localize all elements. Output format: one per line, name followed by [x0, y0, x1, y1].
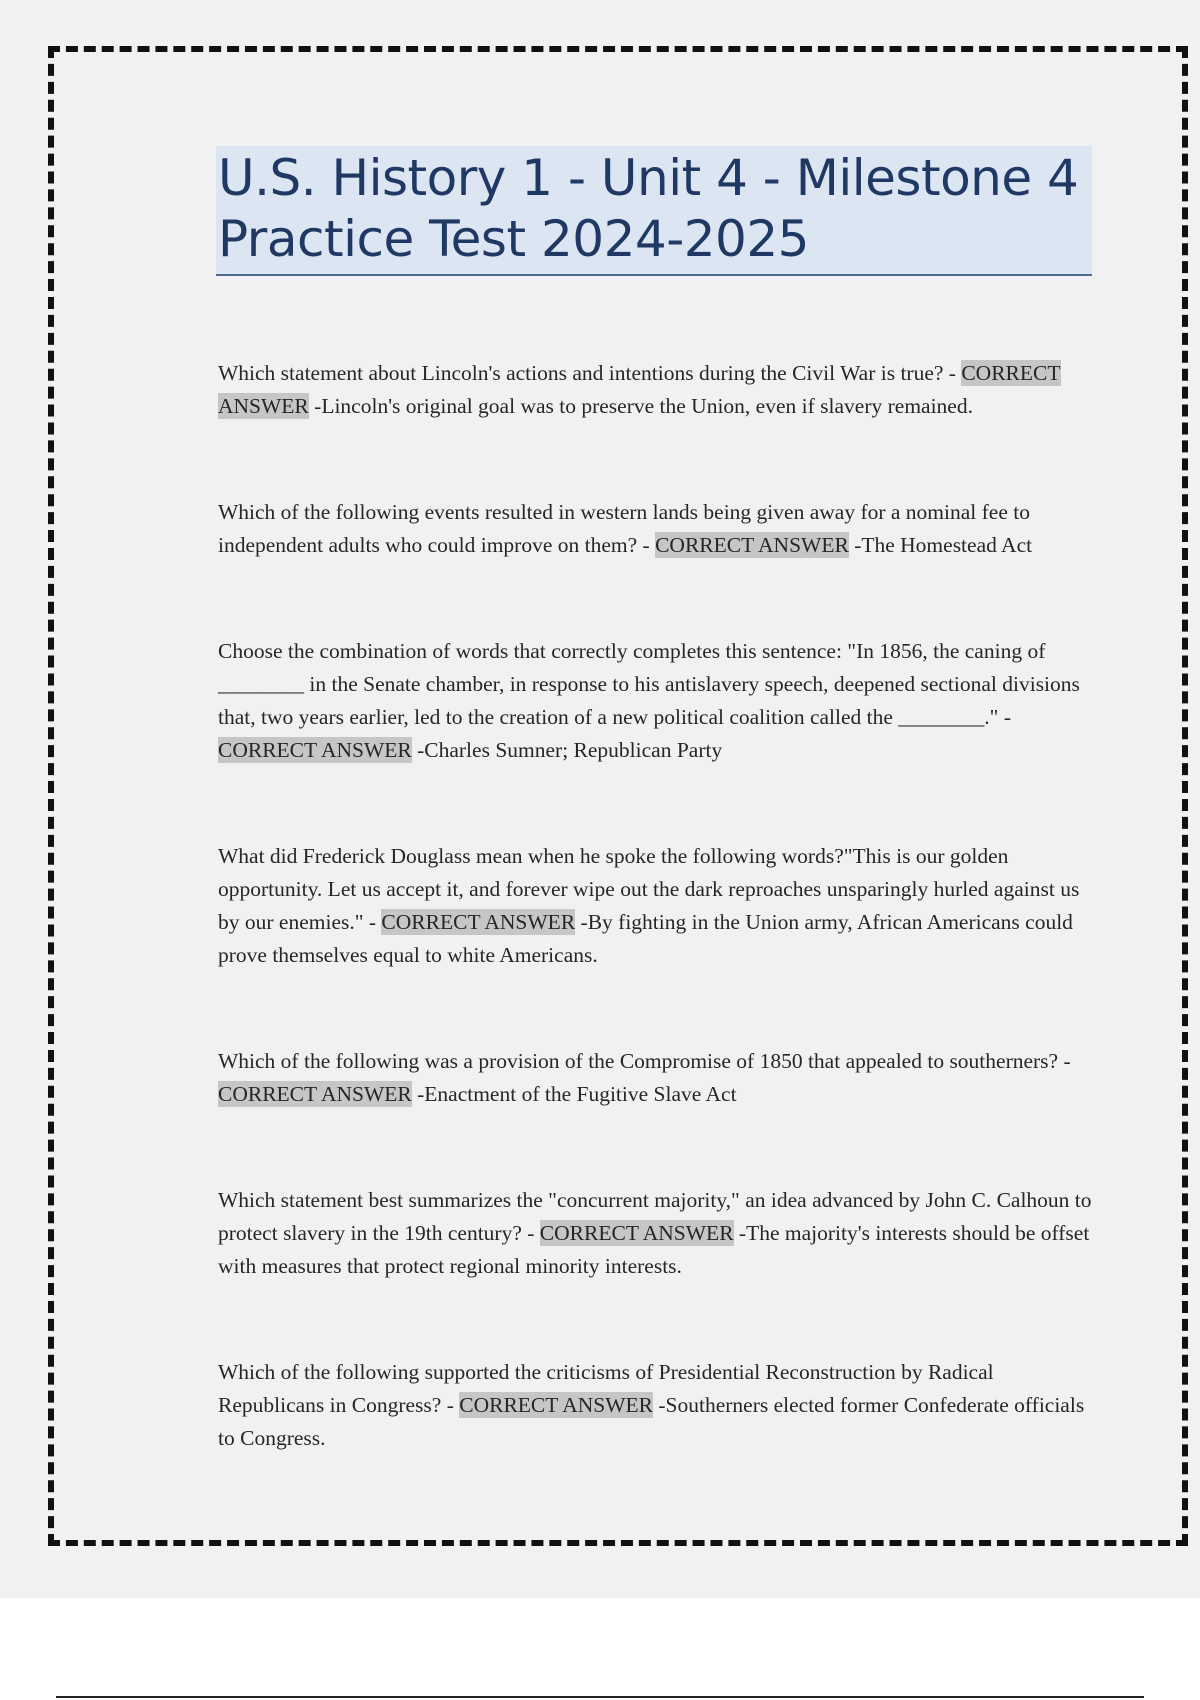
- qa-item: [218, 1045, 1098, 1111]
- correct-answer-label: CORRECT ANSWER: [218, 738, 412, 762]
- qa-item: [218, 357, 1098, 423]
- question-text: What did Frederick Douglass mean when he spoke the following words?"This is our golden opportunity. Let us accept it, and forever wipe out the dark reproaches unsparingly hurled against us by our enemies." -: [218, 844, 1080, 934]
- bottom-divider: [56, 1696, 1144, 1698]
- answer-text: -Enactment of the Fugitive Slave Act: [411, 1082, 737, 1106]
- correct-answer-label: CORRECT ANSWER: [459, 1393, 653, 1417]
- question-text: Which statement best summarizes the "concurrent majority," an idea advanced by John C. Calhoun to protect slavery in the 19th century? -: [218, 1188, 1092, 1245]
- correct-answer-label: CORRECT ANSWER: [539, 1221, 734, 1245]
- answer-text: -The majority's interests should be offset with measures that protect regional minority interests.: [218, 1221, 1090, 1278]
- question-text: Which statement about Lincoln's actions and intentions during the Civil War is true? -: [218, 361, 962, 385]
- answer-text: -The Homestead Act: [848, 533, 1033, 557]
- qa-item: [218, 1184, 1098, 1283]
- answer-text: -By fighting in the Union army, African Americans could prove themselves equal to white Americans.: [218, 910, 1073, 967]
- question-text: Choose the combination of words that correctly completes this sentence: "In 1856, the caning of ________ in the Senate chamber, in response to his antislavery speech, deepened sectional divisions that, two years earlier, led to the creation of a new political coalition called the ________." -: [218, 639, 1080, 729]
- qa-item: [218, 1356, 1098, 1455]
- qa-item: [218, 840, 1098, 972]
- question-text: Which of the following events resulted in western lands being given away for a nominal fee to independent adults who could improve on them? -: [218, 500, 1030, 557]
- document-title: U.S. History 1 - Unit 4 - Milestone 4 Practice Test 2024-2025: [218, 149, 1079, 268]
- qa-item: [218, 635, 1098, 767]
- question-text: Which of the following was a provision of the Compromise of 1850 that appealed to southerners? -: [218, 1049, 1071, 1073]
- correct-answer-label: CORRECT ANSWER: [381, 910, 576, 934]
- correct-answer-label: CORRECT ANSWER: [655, 533, 849, 557]
- qa-item: [218, 496, 1098, 562]
- correct-answer-label: CORRECT ANSWER: [218, 361, 1061, 418]
- answer-text: -Lincoln's original goal was to preserve the Union, even if slavery remained.: [308, 394, 973, 418]
- question-list: [218, 357, 1098, 1528]
- answer-text: -Southerners elected former Confederate officials to Congress.: [218, 1393, 1085, 1450]
- title-block: [216, 146, 1092, 276]
- correct-answer-label: CORRECT ANSWER: [218, 1082, 412, 1106]
- question-text: Which of the following supported the criticisms of Presidential Reconstruction by Radical Republicans in Congress? -: [218, 1360, 994, 1417]
- answer-text: -Charles Sumner; Republican Party: [411, 738, 723, 762]
